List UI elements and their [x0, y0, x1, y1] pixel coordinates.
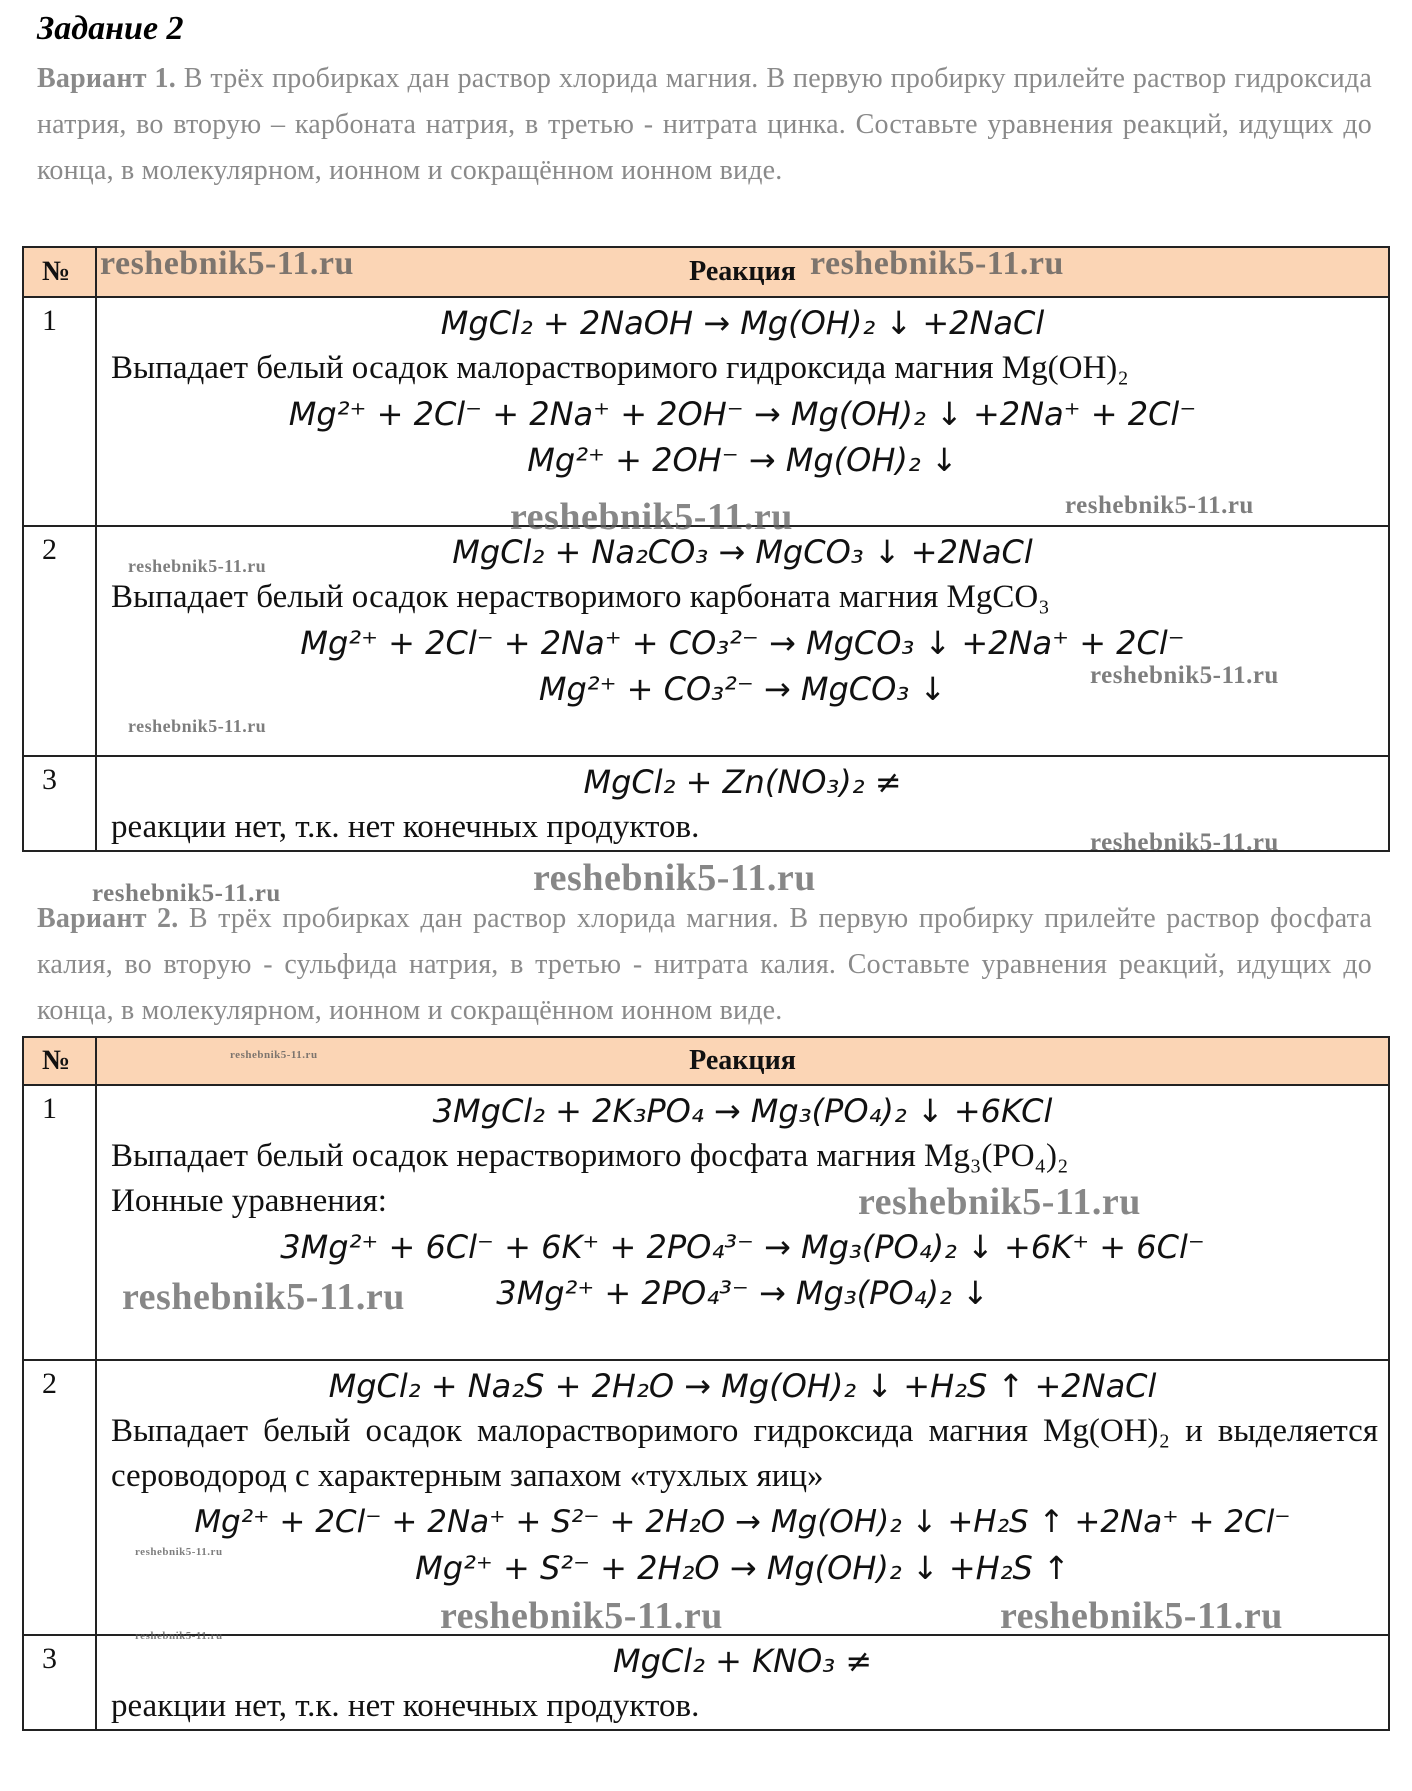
variant1-text: В трёх пробирках дан раствор хлорида магния. В первую пробирку прилейте раствор гидроксида натрия, во вторую – карбоната натрия, в третью - нитрата цинка. Составьте уравнения реакций, идущих до конца, в молекулярном, ионном и сокращённом ионном виде.	[37, 63, 1372, 186]
watermark: reshebnik5-11.ru	[1065, 492, 1254, 519]
molecular-equation: MgCl₂ + Zn(NO₃)₂ ≠	[583, 763, 902, 801]
header-number: №	[23, 247, 96, 297]
row-number: 2	[23, 1360, 96, 1635]
molecular-equation: MgCl₂ + 2NaOH → Mg(OH)₂ ↓ +2NaCl	[440, 304, 1045, 342]
watermark: reshebnik5-11.ru	[810, 245, 1064, 282]
ionic-label: Ионные уравнения:	[111, 1183, 387, 1219]
reaction-note: Выпадает белый осадок нерастворимого карбоната магния MgCO₃	[111, 579, 1050, 615]
ionic-equation: Mg²⁺ + 2Cl⁻ + 2Na⁺ + CO₃²⁻ → MgCO₃ ↓ +2Na⁺ + 2Cl⁻	[300, 624, 1185, 662]
variant1-label: Вариант 1.	[37, 63, 176, 94]
watermark: reshebnik5-11.ru	[1000, 1595, 1283, 1637]
task-title: Задание 2	[37, 10, 184, 47]
row-number: 3	[23, 1635, 96, 1730]
reaction-note: реакции нет, т.к. нет конечных продуктов.	[111, 1688, 700, 1724]
variant2-text: В трёх пробирках дан раствор хлорида магния. В первую пробирку прилейте раствор фосфата калия, во вторую - сульфида натрия, в третью - нитрата калия. Составьте уравнения реакций, идущих до конца, в молекулярном, ионном и сокращённом ионном виде.	[37, 903, 1372, 1026]
reaction-note: реакции нет, т.к. нет конечных продуктов.	[111, 809, 700, 845]
header-reaction: Реакция	[96, 247, 1389, 297]
variant2-label: Вариант 2.	[37, 903, 179, 934]
watermark: reshebnik5-11.ru	[128, 556, 267, 576]
watermark: reshebnik5-11.ru	[858, 1181, 1141, 1223]
reaction-note: Выпадает белый осадок нерастворимого фосфата магния Mg₃(PO₄)₂	[111, 1138, 1069, 1174]
row-number: 1	[23, 297, 96, 526]
header-number: №	[23, 1037, 96, 1085]
watermark: reshebnik5-11.ru	[1090, 829, 1279, 856]
ionic-equation: Mg²⁺ + 2Cl⁻ + 2Na⁺ + 2OH⁻ → Mg(OH)₂ ↓ +2Na⁺ + 2Cl⁻	[288, 395, 1197, 433]
molecular-equation: MgCl₂ + Na₂CO₃ → MgCO₃ ↓ +2NaCl	[452, 533, 1033, 571]
variant1-table	[22, 246, 1390, 852]
row-number: 1	[23, 1085, 96, 1360]
reaction-note: Выпадает белый осадок малорастворимого гидроксида магния Mg(OH)₂ и выделяется сероводород с характерным запахом «тухлых яиц»	[111, 1413, 1378, 1494]
table-row	[23, 1635, 1389, 1730]
short-ionic-equation: Mg²⁺ + S²⁻ + 2H₂O → Mg(OH)₂ ↓ +H₂S ↑	[415, 1549, 1070, 1587]
watermark: reshebnik5-11.ru	[135, 1630, 223, 1642]
ionic-equation: Mg²⁺ + 2Cl⁻ + 2Na⁺ + S²⁻ + 2H₂O → Mg(OH)₂ ↓ +H₂S ↑ +2Na⁺ + 2Cl⁻	[194, 1504, 1291, 1540]
watermark: reshebnik5-11.ru	[122, 1276, 405, 1318]
watermark: reshebnik5-11.ru	[533, 857, 816, 899]
watermark: reshebnik5-11.ru	[128, 716, 267, 736]
watermark: reshebnik5-11.ru	[510, 496, 793, 538]
row-number: 3	[23, 756, 96, 851]
watermark: reshebnik5-11.ru	[100, 245, 354, 282]
molecular-equation: MgCl₂ + KNO₃ ≠	[612, 1642, 873, 1680]
reaction-note: Выпадает белый осадок малорастворимого гидроксида магния Mg(OH)₂	[111, 350, 1129, 386]
short-ionic-equation: 3Mg²⁺ + 2PO₄³⁻ → Mg₃(PO₄)₂ ↓	[496, 1274, 989, 1312]
ionic-equation: 3Mg²⁺ + 6Cl⁻ + 6K⁺ + 2PO₄³⁻ → Mg₃(PO₄)₂ ↓ +6K⁺ + 6Cl⁻	[280, 1228, 1205, 1266]
molecular-equation: 3MgCl₂ + 2K₃PO₄ → Mg₃(PO₄)₂ ↓ +6KCl	[432, 1092, 1053, 1130]
watermark: reshebnik5-11.ru	[230, 1049, 318, 1061]
short-ionic-equation: Mg²⁺ + CO₃²⁻ → MgCO₃ ↓	[538, 670, 947, 708]
variant2-description	[37, 896, 1372, 1034]
molecular-equation: MgCl₂ + Na₂S + 2H₂O → Mg(OH)₂ ↓ +H₂S ↑ +2NaCl	[328, 1367, 1157, 1405]
watermark: reshebnik5-11.ru	[440, 1595, 723, 1637]
row-number: 2	[23, 526, 96, 756]
variant1-description	[37, 56, 1372, 194]
watermark: reshebnik5-11.ru	[1090, 662, 1279, 689]
short-ionic-equation: Mg²⁺ + 2OH⁻ → Mg(OH)₂ ↓	[527, 441, 958, 479]
watermark: reshebnik5-11.ru	[135, 1546, 223, 1558]
watermark: reshebnik5-11.ru	[92, 880, 281, 907]
header-reaction: Реакция	[96, 1037, 1389, 1085]
